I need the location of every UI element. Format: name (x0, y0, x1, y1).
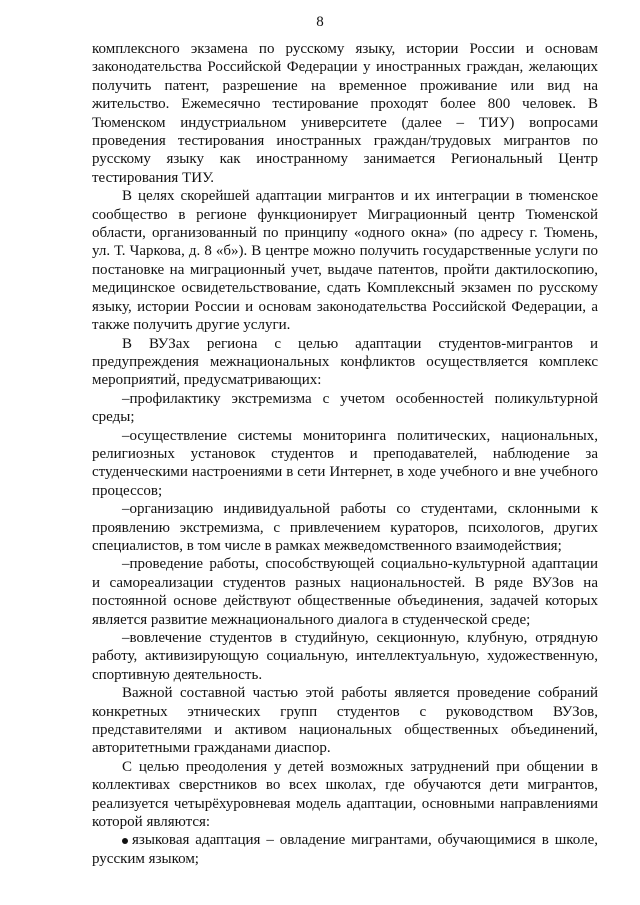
paragraph-3: В ВУЗах региона с целью адаптации студентов-мигрантов и предупреждения межнациональных конфликтов осуществляется комплекс мероприятий, предусматривающих: (92, 335, 598, 389)
paragraph-4: Важной составной частью этой работы является проведение собраний конкретных этнических групп студентов с руководством ВУЗов, представителями и активом национальных общественных объединений, авторитетными гражданами диаспор. (92, 685, 598, 757)
list-item-2: –осуществление системы мониторинга политических, национальных, религиозных установок студентов и преподавателей, наблюдение за студенческими настроениями в сети Интернет, в ходе учебного и вне учебного процессов; (92, 427, 598, 499)
list-item-4: –проведение работы, способствующей социально-культурной адаптации и самореализации студентов разных национальностей. В ряде ВУЗов на постоянной основе действуют общественные объединения, задачей которых является развитие межнационального диалога в студенческой среде; (92, 556, 598, 628)
bullet-icon (122, 838, 128, 844)
list-item-5: –вовлечение студентов в студийную, секционную, клубную, отрядную работу, активизирующую социальную, интеллектуальную, художественную, спортивную деятельность. (92, 630, 598, 683)
paragraph-2: В целях скорейшей адаптации мигрантов и их интеграции в тюменское сообщество в регионе функционирует Миграционный центр Тюменской области, организованный по принципу «одного окна» (по адресу г. Тюмень, ул. Т. Чаркова, д. 8 «б»). В центре можно получить государственные услуги по постановке на миграционный учет, выдаче патентов, пройти дактилоскопию, медицинское освидетельствование, сдать Комплексный экзамен по русскому языку, истории России и основам законодательства Российской Федерации, а также получить другие услуги. (92, 188, 598, 334)
page-number: 8 (316, 14, 324, 30)
list-item-3: –организацию индивидуальной работы со студентами, склонными к проявлению экстремизма, с привлечением кураторов, психологов, других специалистов, в том числе в рамках межведомственного взаимодействия; (92, 501, 598, 554)
list-item-1: –профилактику экстремизма с учетом особенностей поликультурной среды; (92, 390, 598, 426)
paragraph-1: комплексного экзамена по русскому языку, истории России и основам законодательства Российской Федерации у иностранных граждан, желающих получить патент, разрешение на временное проживание или вид на жительство. Ежемесячно тестирование проходят более 800 человек. В Тюменском индустриальном университете (далее – ТИУ) вопросами проведения тестирования иностранных граждан/трудовых мигрантов по русскому языку как иностранному занимается Региональный Центр тестирования ТИУ. (92, 41, 598, 186)
document-body (92, 40, 598, 868)
bullet-item-text: языковая адаптация – овладение мигрантами, обучающимися в школе, русским языком; (92, 832, 598, 867)
bullet-item-1 (92, 831, 598, 868)
paragraph-5: С целью преодоления у детей возможных затруднений при общении в коллективах сверстников во всех школах, где обучаются дети мигрантов, реализуется четырёхуровневая модель адаптации, основными направлениями которой являются: (92, 758, 598, 831)
